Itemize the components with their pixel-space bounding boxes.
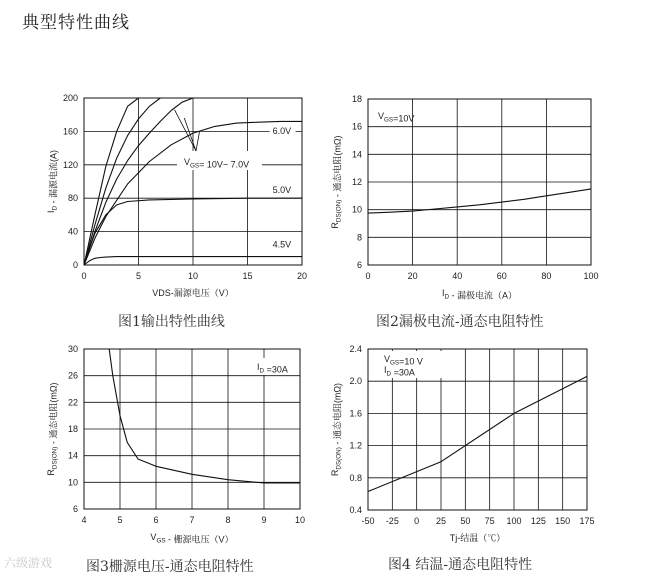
fig2-xtick-label: 60 (496, 271, 507, 281)
fig4-ytick-label: 1.2 (349, 440, 362, 451)
fig2-xtick-label: 0 (365, 271, 371, 281)
fig3-xtick-label: 6 (153, 515, 159, 525)
fig4-xtick-label: 0 (414, 516, 420, 526)
fig4-xtick-label: -25 (385, 516, 399, 526)
fig2-xtick-label: 100 (583, 271, 599, 281)
figure4-caption: 图4 结温-通态电阻特性 (388, 557, 533, 573)
fig3-ytick-label: 26 (67, 370, 78, 381)
fig4-xtick-label: 125 (530, 516, 546, 526)
fig3-xaxis-title: $V_{GS}$ - 栅源电压（V） (150, 532, 234, 545)
figure1-caption: 图1输出特性曲线 (118, 314, 225, 330)
fig4-xtick-label: 75 (484, 516, 495, 526)
fig4-ytick-label: 0.8 (349, 472, 362, 483)
fig4-ytick-label: 1.6 (349, 408, 362, 419)
fig2-annotation: $V_{GS}=10V$ (378, 111, 415, 124)
fig1-yaxis-title: $I_D$ - 漏源电流(A) (46, 149, 59, 214)
fig4-xtick-label: 25 (435, 516, 447, 526)
fig3-xtick-label: 8 (225, 515, 231, 525)
fig1-annotation-leader (184, 118, 196, 151)
fig2-ytick-label: 16 (351, 121, 362, 132)
fig2-xtick-label: 20 (407, 271, 418, 281)
fig4-yaxis-title: $R_{DS(ON)}$ - 通态电阻(mΩ) (330, 382, 343, 477)
fig1-xtick-label: 10 (187, 271, 199, 281)
fig4-ytick-label: 0.4 (349, 505, 362, 515)
fig4-xtick-label: 150 (555, 516, 571, 526)
fig3-xtick-label: 5 (117, 515, 123, 525)
fig1-annotation-leader (196, 131, 200, 151)
fig2-xtick-label: 40 (452, 271, 463, 281)
fig4-xtick-label: -50 (361, 516, 375, 526)
fig2-xaxis-title: $I_D$ - 漏极电流（A） (441, 288, 518, 301)
fig4-xtick-label: 100 (506, 516, 522, 526)
fig3-xtick-label: 9 (261, 515, 267, 525)
fig3-ytick-label: 6 (72, 504, 78, 514)
watermark-text: 六级游戏 (4, 556, 53, 570)
fig2-xtick-label: 80 (541, 271, 552, 281)
fig3-yaxis-title: $R_{DS(ON)}$ - 通态电阻(mΩ) (46, 382, 59, 476)
fig1-ytick-label: 80 (67, 193, 78, 204)
fig1-xtick-label: 15 (242, 271, 253, 281)
fig3-ytick-label: 14 (67, 450, 78, 461)
fig2-ytick-label: 12 (351, 177, 362, 187)
fig2-ytick-label: 18 (351, 94, 362, 104)
fig4-ytick-label: 2.4 (349, 344, 362, 354)
fig1-ytick-label: 0 (72, 260, 78, 270)
fig1-xtick-label: 5 (135, 271, 142, 281)
fig3-annotation: $I_D =30A$ (257, 362, 288, 375)
fig2-yaxis-title: $R_{DS(ON)}$ - 通态电阻(mΩ) (330, 135, 343, 229)
fig1-ytick-label: 160 (62, 126, 78, 137)
fig4-annotation: $V_{GS}=10$ V (384, 354, 423, 367)
fig2-ytick-label: 8 (356, 232, 362, 243)
fig1-xaxis-title: VDS-漏源电压（V） (152, 288, 234, 298)
fig4-ytick-label: 2.0 (349, 376, 362, 387)
fig2-ytick-label: 10 (351, 204, 362, 215)
fig1-ytick-label: 120 (62, 159, 78, 170)
fig3-ytick-label: 30 (67, 344, 78, 354)
fig3-xtick-label: 10 (294, 515, 306, 525)
fig1-curve-label: 5.0V (272, 185, 292, 196)
page-title: 典型特性曲线 (22, 13, 130, 33)
fig3-ytick-label: 22 (67, 397, 78, 408)
fig1-annotation: $V_{GS}=$ 10V~ 7.0V (184, 157, 250, 170)
fig4-annotation: $I_D =30A$ (384, 365, 415, 378)
fig3-ytick-label: 18 (67, 424, 78, 434)
fig1-xtick-label: 0 (81, 271, 87, 281)
fig1-xtick-label: 20 (296, 271, 308, 281)
fig4-xtick-label: 175 (579, 516, 595, 526)
fig4-xtick-label: 50 (460, 516, 471, 526)
fig1-curve-label: 4.5V (272, 239, 292, 250)
fig1-ytick-label: 200 (62, 93, 78, 103)
fig2-ytick-label: 14 (351, 149, 362, 160)
fig1-curve-label: 6.0V (272, 125, 292, 136)
figure3-caption: 图3栅源电压-通态电阻特性 (86, 559, 254, 575)
fig3-xtick-label: 7 (189, 515, 195, 525)
fig1-ytick-label: 40 (67, 226, 78, 237)
fig4-xaxis-title: Tj-结温（℃） (449, 533, 506, 543)
fig4-series-line (368, 376, 587, 491)
fig2-ytick-label: 6 (356, 260, 362, 270)
figure2-caption: 图2漏极电流-通态电阻特性 (376, 314, 544, 330)
fig3-ytick-label: 10 (67, 477, 78, 488)
fig3-xtick-label: 4 (81, 515, 87, 525)
